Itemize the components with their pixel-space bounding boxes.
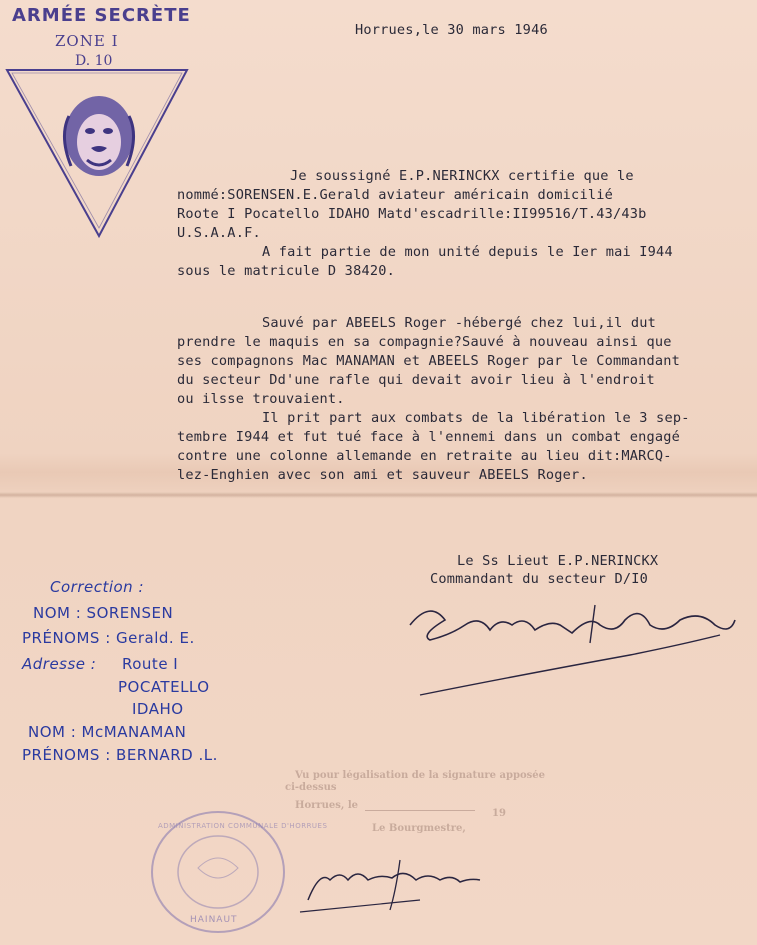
body-line-11: ou ilsse trouvaient. xyxy=(177,391,345,407)
legalisation-place: Horrues, le xyxy=(295,800,359,811)
correction-adresse-line-2: POCATELLO xyxy=(118,678,210,696)
correction-heading: Correction : xyxy=(50,578,145,596)
correction-nom-1: NOM : SORENSEN xyxy=(33,604,174,622)
stamp-organization: ARMÉE SECRÈTE xyxy=(12,5,191,26)
correction-nom-2: NOM : McMANAMAN xyxy=(28,723,187,741)
body-line-2: nommé:SORENSEN.E.Gerald aviateur américain domicilié xyxy=(177,187,613,203)
paper-fold-line xyxy=(0,492,757,498)
legalisation-line-2: ci-dessus xyxy=(285,782,337,793)
commander-signature-icon xyxy=(400,595,740,705)
lion-triangle-emblem-icon xyxy=(4,66,190,242)
body-line-8: prendre le maquis en sa compagnie?Sauvé à nouveau ainsi que xyxy=(177,334,672,350)
body-line-4: U.S.A.A.F. xyxy=(177,225,261,241)
body-line-5: A fait partie de mon unité depuis le Ier mai I944 xyxy=(262,244,673,260)
body-line-6: sous le matricule D 38420. xyxy=(177,263,395,279)
body-line-14: contre une colonne allemande en retraite au lieu dit:MARCQ- xyxy=(177,448,672,464)
signatory-title: Commandant du secteur D/I0 xyxy=(430,571,648,587)
signatory-rank: Le Ss Lieut E.P.NERINCKX xyxy=(457,553,659,569)
stamp-district: D. 10 xyxy=(75,53,113,69)
place-date: Horrues,le 30 mars 1946 xyxy=(355,22,548,38)
stamp-zone: ZONE I xyxy=(55,32,119,50)
body-line-3: Roote I Pocatello IDAHO Matd'escadrille:II99516/T.43/43b xyxy=(177,206,647,222)
legalisation-line-1: Vu pour légalisation de la signature apposée xyxy=(295,770,545,781)
correction-adresse-label: Adresse : xyxy=(22,655,97,673)
correction-adresse-line-1: Route I xyxy=(122,655,179,673)
correction-prenoms-2: PRÉNOMS : BERNARD .L. xyxy=(22,746,218,764)
body-line-12: Il prit part aux combats de la libération le 3 sep- xyxy=(262,410,690,426)
lion-head-icon xyxy=(64,96,133,176)
correction-adresse-line-3: IDAHO xyxy=(132,700,184,718)
body-line-9: ses compagnons Mac MANAMAN et ABEELS Roger par le Commandant xyxy=(177,353,681,369)
body-line-1: Je soussigné E.P.NERINCKX certifie que le xyxy=(290,168,634,184)
legalisation-date-suffix: 19 xyxy=(492,808,506,819)
body-line-7: Sauvé par ABEELS Roger -hébergé chez lui,il dut xyxy=(262,315,657,331)
body-line-10: du secteur Dd'une rafle qui devait avoir lieu à l'endroit xyxy=(177,372,655,388)
legalisation-date-line xyxy=(365,810,475,811)
mayor-signature-icon xyxy=(300,850,490,920)
seal-region: HAINAUT xyxy=(190,915,238,925)
seal-text: ADMINISTRATION COMMUNALE D'HORRUES xyxy=(158,822,328,830)
body-line-15: lez-Enghien avec son ami et sauveur ABEELS Roger. xyxy=(177,467,588,483)
correction-prenoms-1: PRÉNOMS : Gerald. E. xyxy=(22,629,195,647)
legalisation-role: Le Bourgmestre, xyxy=(372,823,466,834)
body-line-13: tembre I944 et fut tué face à l'ennemi dans un combat engagé xyxy=(177,429,681,445)
